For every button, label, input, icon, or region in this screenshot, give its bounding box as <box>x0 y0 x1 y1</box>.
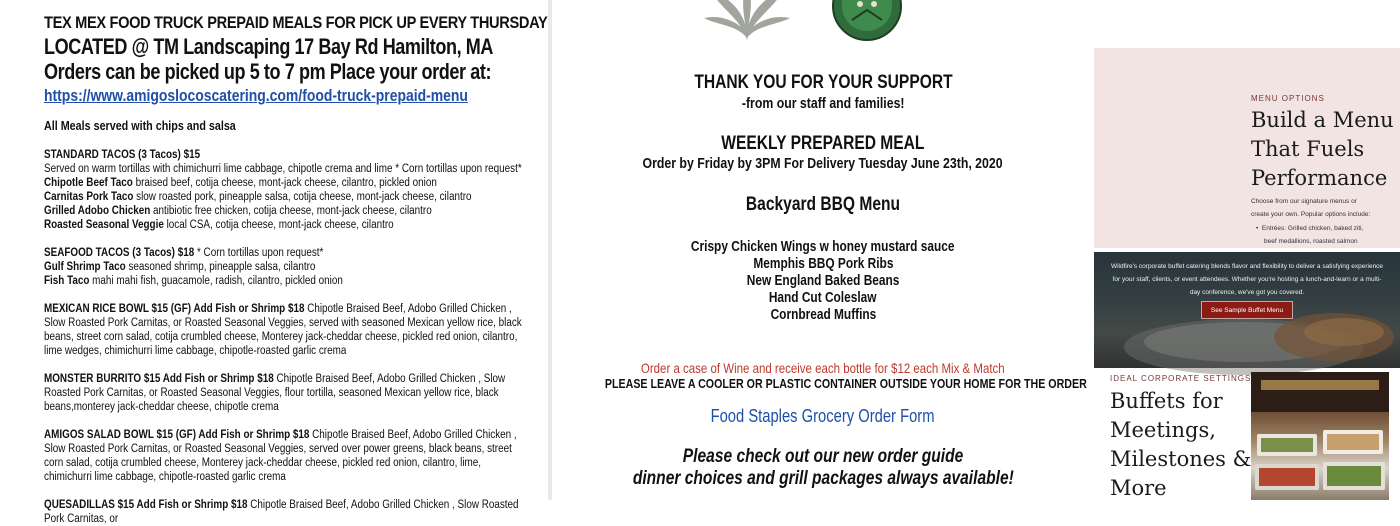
standard-tacos-title: STANDARD TACOS (3 Tacos) $15 <box>44 149 201 161</box>
menu-options-intro: Choose from our signature menus or create your own. Popular options include: <box>1251 198 1371 218</box>
menu-options-title: Build a Menu That Fuels Performance <box>1251 108 1394 190</box>
wine-offer-text: Order a case of Wine and receive each bottle for $12 each Mix & Match <box>641 360 1005 376</box>
order-guide-line2: dinner choices and grill packages always available! <box>632 468 1014 489</box>
bbq-menu-title: Backyard BBQ Menu <box>745 194 901 215</box>
order-deadline-text: Order by Friday by 3PM For Delivery Tuesday June 23th, 2020 <box>642 155 1004 172</box>
buffet-table-image <box>1251 372 1389 500</box>
menu-item: Memphis BBQ Pork Ribs <box>752 256 894 272</box>
leaf-logo-icon <box>702 0 792 42</box>
flyer-header-line1: TEX MEX FOOD TRUCK PREPAID MEALS FOR PICK UP EVERY THURSDAY <box>44 13 548 32</box>
salad-title: AMIGOS SALAD BOWL $15 (GF) Add Fish or Shrimp $18 <box>44 429 310 441</box>
flyer-header-pickup: Orders can be picked up 5 to 7 pm Place your order at: <box>44 59 492 84</box>
flyer-header-location: LOCATED @ TM Landscaping 17 Bay Rd Hamilton, MA <box>44 34 494 59</box>
grocery-order-link[interactable]: Food Staples Grocery Order Form <box>711 406 935 426</box>
burrito-section <box>44 372 526 414</box>
menu-item: Gulf Shrimp Taco seasoned shrimp, pineapple salsa, cilantro <box>44 261 316 273</box>
menu-item: Roasted Seasonal Veggie local CSA, cotija cheese, mont-jack cheese, cilantro <box>44 219 394 231</box>
menu-item: Chipotle Beef Taco braised beef, cotija cheese, mont-jack cheese, cilantro, pickled onion <box>44 177 437 189</box>
order-link[interactable]: https://www.amigoslocoscatering.com/food-truck-prepaid-menu <box>44 86 468 105</box>
chips-note: All Meals served with chips and salsa <box>44 119 236 133</box>
standard-tacos-section <box>44 148 526 232</box>
menu-item: New England Baked Beans <box>746 273 900 289</box>
menu-item: Carnitas Pork Taco slow roasted pork, pineapple salsa, cotija cheese, mont-jack cheese, cilantro <box>44 191 472 203</box>
sample-buffet-menu-button[interactable]: See Sample Buffet Menu <box>1201 301 1293 319</box>
corporate-catering-page <box>1094 0 1400 500</box>
corporate-settings-title: Buffets for Meetings, Milestones & More <box>1110 389 1252 500</box>
bbq-menu-flyer <box>552 0 1094 500</box>
cooler-note: PLEASE LEAVE A COOLER OR PLASTIC CONTAINER OUTSIDE YOUR HOME FOR THE ORDER <box>604 376 1087 391</box>
rice-bowl-section <box>44 302 526 358</box>
quesadillas-section <box>44 498 526 526</box>
seafood-tacos-section: SEAFOOD TACOS (3 Tacos) $18 * Corn tortillas upon request* Gulf Shrimp Taco seasoned shrimp, pineapple salsa, cilantro Fish Taco mahi mahi fish, guacamole, radish, cilantro, pickled onion <box>44 246 526 288</box>
rice-bowl-desc: Chipotle Braised Beef, Adobo Grilled Chicken , Slow Roasted Pork Carnitas, or Roasted Seasonal Veggies, served with seasoned Mexican yellow rice, black beans, street corn salad, cotija crumbled cheese, Monterey jack-cheddar cheese, pickled red onion, cilantro, lime wedges, chimichurri lime cabbage, chipotle-roasted garlic crema <box>44 303 522 357</box>
from-staff-text: -from our staff and families! <box>741 95 905 112</box>
quesadillas-desc: Chipotle Braised Beef, Adobo Grilled Chicken , Slow Roasted Pork Carnitas, or <box>44 499 519 525</box>
burrito-desc: Chipotle Braised Beef, Adobo Grilled Chicken , Slow Roasted Pork Carnitas, or Roasted Seasonal Veggies, flour tortilla, seasoned Mexican yellow rice, black beans,monterey jack-cheddar cheese, chipotle crema <box>44 373 506 413</box>
prepaid-menu-flyer <box>0 0 548 525</box>
menu-item: Fish Taco mahi mahi fish, guacamole, radish, cilantro, pickled onion <box>44 275 343 287</box>
menu-item: Grilled Adobo Chicken antibiotic free chicken, cotija cheese, mont-jack cheese, cilantro <box>44 205 432 217</box>
buffet-trays-icon <box>1251 372 1389 500</box>
burrito-title: MONSTER BURRITO $15 Add Fish or Shrimp $18 <box>44 373 274 385</box>
entrees-bullet: • Entrées: Grilled chicken, baked ziti, beef medallions, roasted salmon <box>1256 225 1364 245</box>
weekly-meal-heading: WEEKLY PREPARED MEAL <box>721 133 925 154</box>
salad-section <box>44 428 526 484</box>
buffet-description: Wildfire's corporate buffet catering blends flavor and flexibility to deliver a satisfying experience for your staff, clients, or event attendees. Whether you're hosting a lunch-and-learn or a multi-day conference, we've got you covered. <box>1110 263 1384 296</box>
order-guide-line1: Please check out our new order guide <box>682 446 964 467</box>
menu-options-eyebrow: MENU OPTIONS <box>1251 94 1325 103</box>
standard-tacos-desc: Served on warm tortillas with chimichurri lime cabbage, chipotle crema and lime * Corn tortillas upon request* <box>44 163 522 175</box>
menu-item: Cornbread Muffins <box>770 307 876 323</box>
corporate-settings-eyebrow: IDEAL CORPORATE SETTINGS <box>1110 374 1252 383</box>
menu-item: Crispy Chicken Wings w honey mustard sauce <box>691 239 955 255</box>
thanks-heading: THANK YOU FOR YOUR SUPPORT <box>693 72 953 93</box>
menu-item: Hand Cut Coleslaw <box>769 290 877 306</box>
quesadillas-title: QUESADILLAS $15 Add Fish or Shrimp $18 <box>44 499 248 511</box>
rice-bowl-title: MEXICAN RICE BOWL $15 (GF) Add Fish or Shrimp $18 <box>44 303 305 315</box>
cantina-logo-icon <box>802 0 932 42</box>
salad-desc: Chipotle Braised Beef, Adobo Grilled Chicken , Slow Roasted Pork Carnitas, or Roasted Seasonal Veggies, served over power greens, black beans, street corn salad, cotija crumbled cheese, Monterey jack-cheddar cheese, pickled red onion, cilantro, lime, chimichurri lime cabbage, chipotle-roasted garlic crema <box>44 429 517 483</box>
seafood-tacos-title: SEAFOOD TACOS (3 Tacos) $18 <box>44 247 195 259</box>
